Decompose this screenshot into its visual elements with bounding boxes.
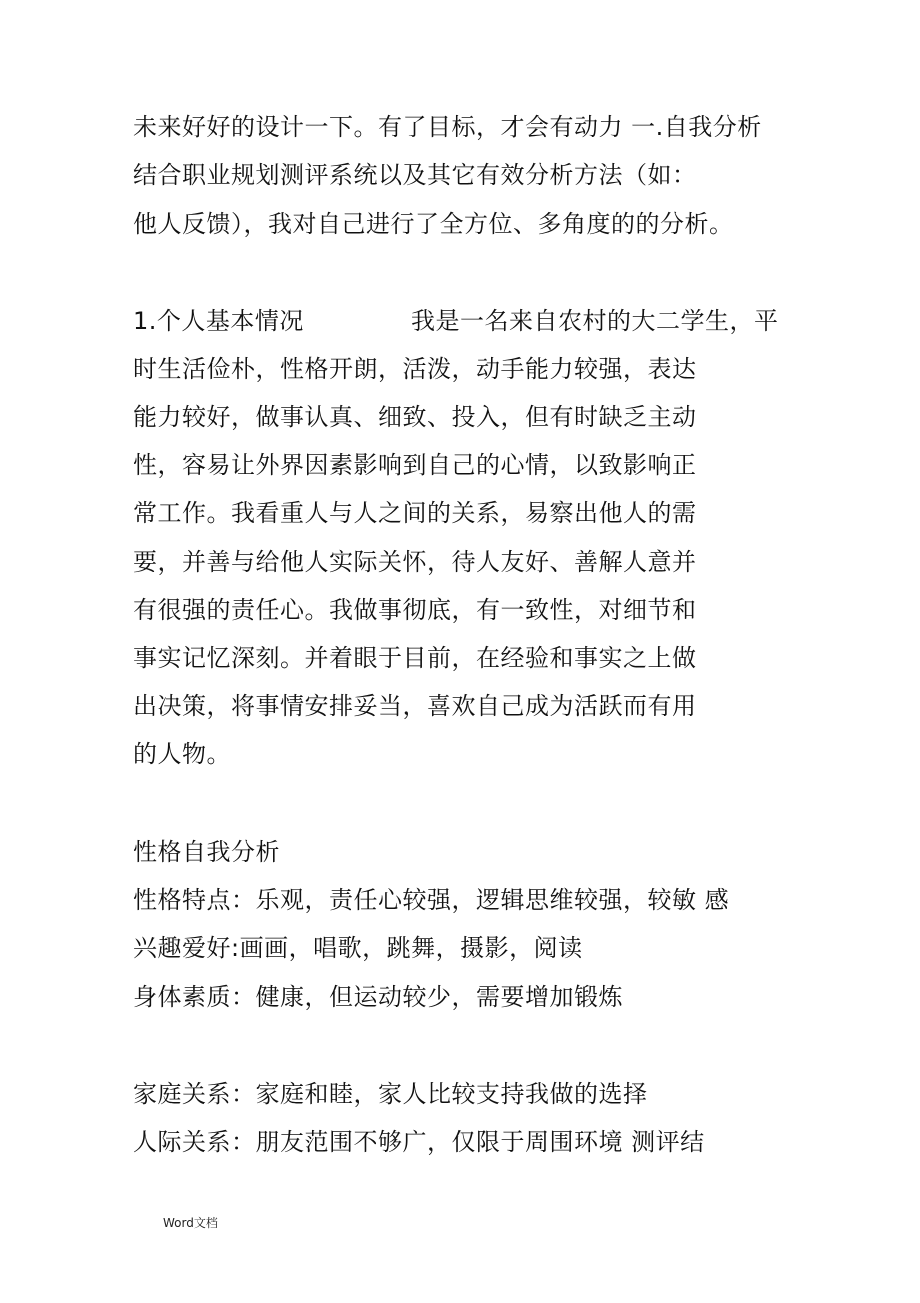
family-relations: 家庭关系：家庭和睦，家人比较支持我做的选择 [133,1080,648,1108]
paragraph-line: 出决策，将事情安排妥当，喜欢自己成为活跃而有用 [133,692,697,720]
paragraph-line: 常工作。我看重人与人之间的关系，易察出他人的需 [133,499,697,527]
paragraph-line: 性，容易让外界因素影响到自己的心情，以致影响正 [133,451,697,479]
intro-line-3: 他人反馈），我对自己进行了全方位、多角度的的分析。 [133,210,734,238]
paragraph-line: 的人物。 [133,740,231,768]
personality-traits: 性格特点：乐观，责任心较强，逻辑思维较强，较敏 感 [133,886,730,914]
paragraph-line: 要，并善与给他人实际关怀，待人友好、善解人意并 [133,548,697,576]
section-heading-basic-info: 1.个人基本情况 [133,307,304,335]
section-heading-personality: 性格自我分析 [133,838,280,866]
paragraph-line: 能力较好，做事认真、细致、投入，但有时缺乏主动 [133,403,697,431]
personality-health: 身体素质：健康，但运动较少，需要增加锻炼 [133,983,623,1011]
paragraph-line: 有很强的责任心。我做事彻底，有一致性，对细节和 [133,596,697,624]
paragraph-line: 事实记忆深刻。并着眼于目前，在经验和事实之上做 [133,644,697,672]
personality-hobbies: 兴趣爱好:画画，唱歌，跳舞，摄影，阅读 [133,934,583,962]
footer-label: Word文档 [163,1216,218,1230]
paragraph-line: 我是一名来自农村的大二学生，平 [411,307,779,335]
intro-line-2: 结合职业规划测评系统以及其它有效分析方法（如： [133,161,697,189]
intro-line-1: 未来好好的设计一下。有了目标，才会有动力 一.自我分析 [133,113,762,141]
social-relations: 人际关系：朋友范围不够广，仅限于周围环境 测评结 [133,1128,705,1156]
paragraph-line: 时生活俭朴，性格开朗，活泼，动手能力较强，表达 [133,355,697,383]
